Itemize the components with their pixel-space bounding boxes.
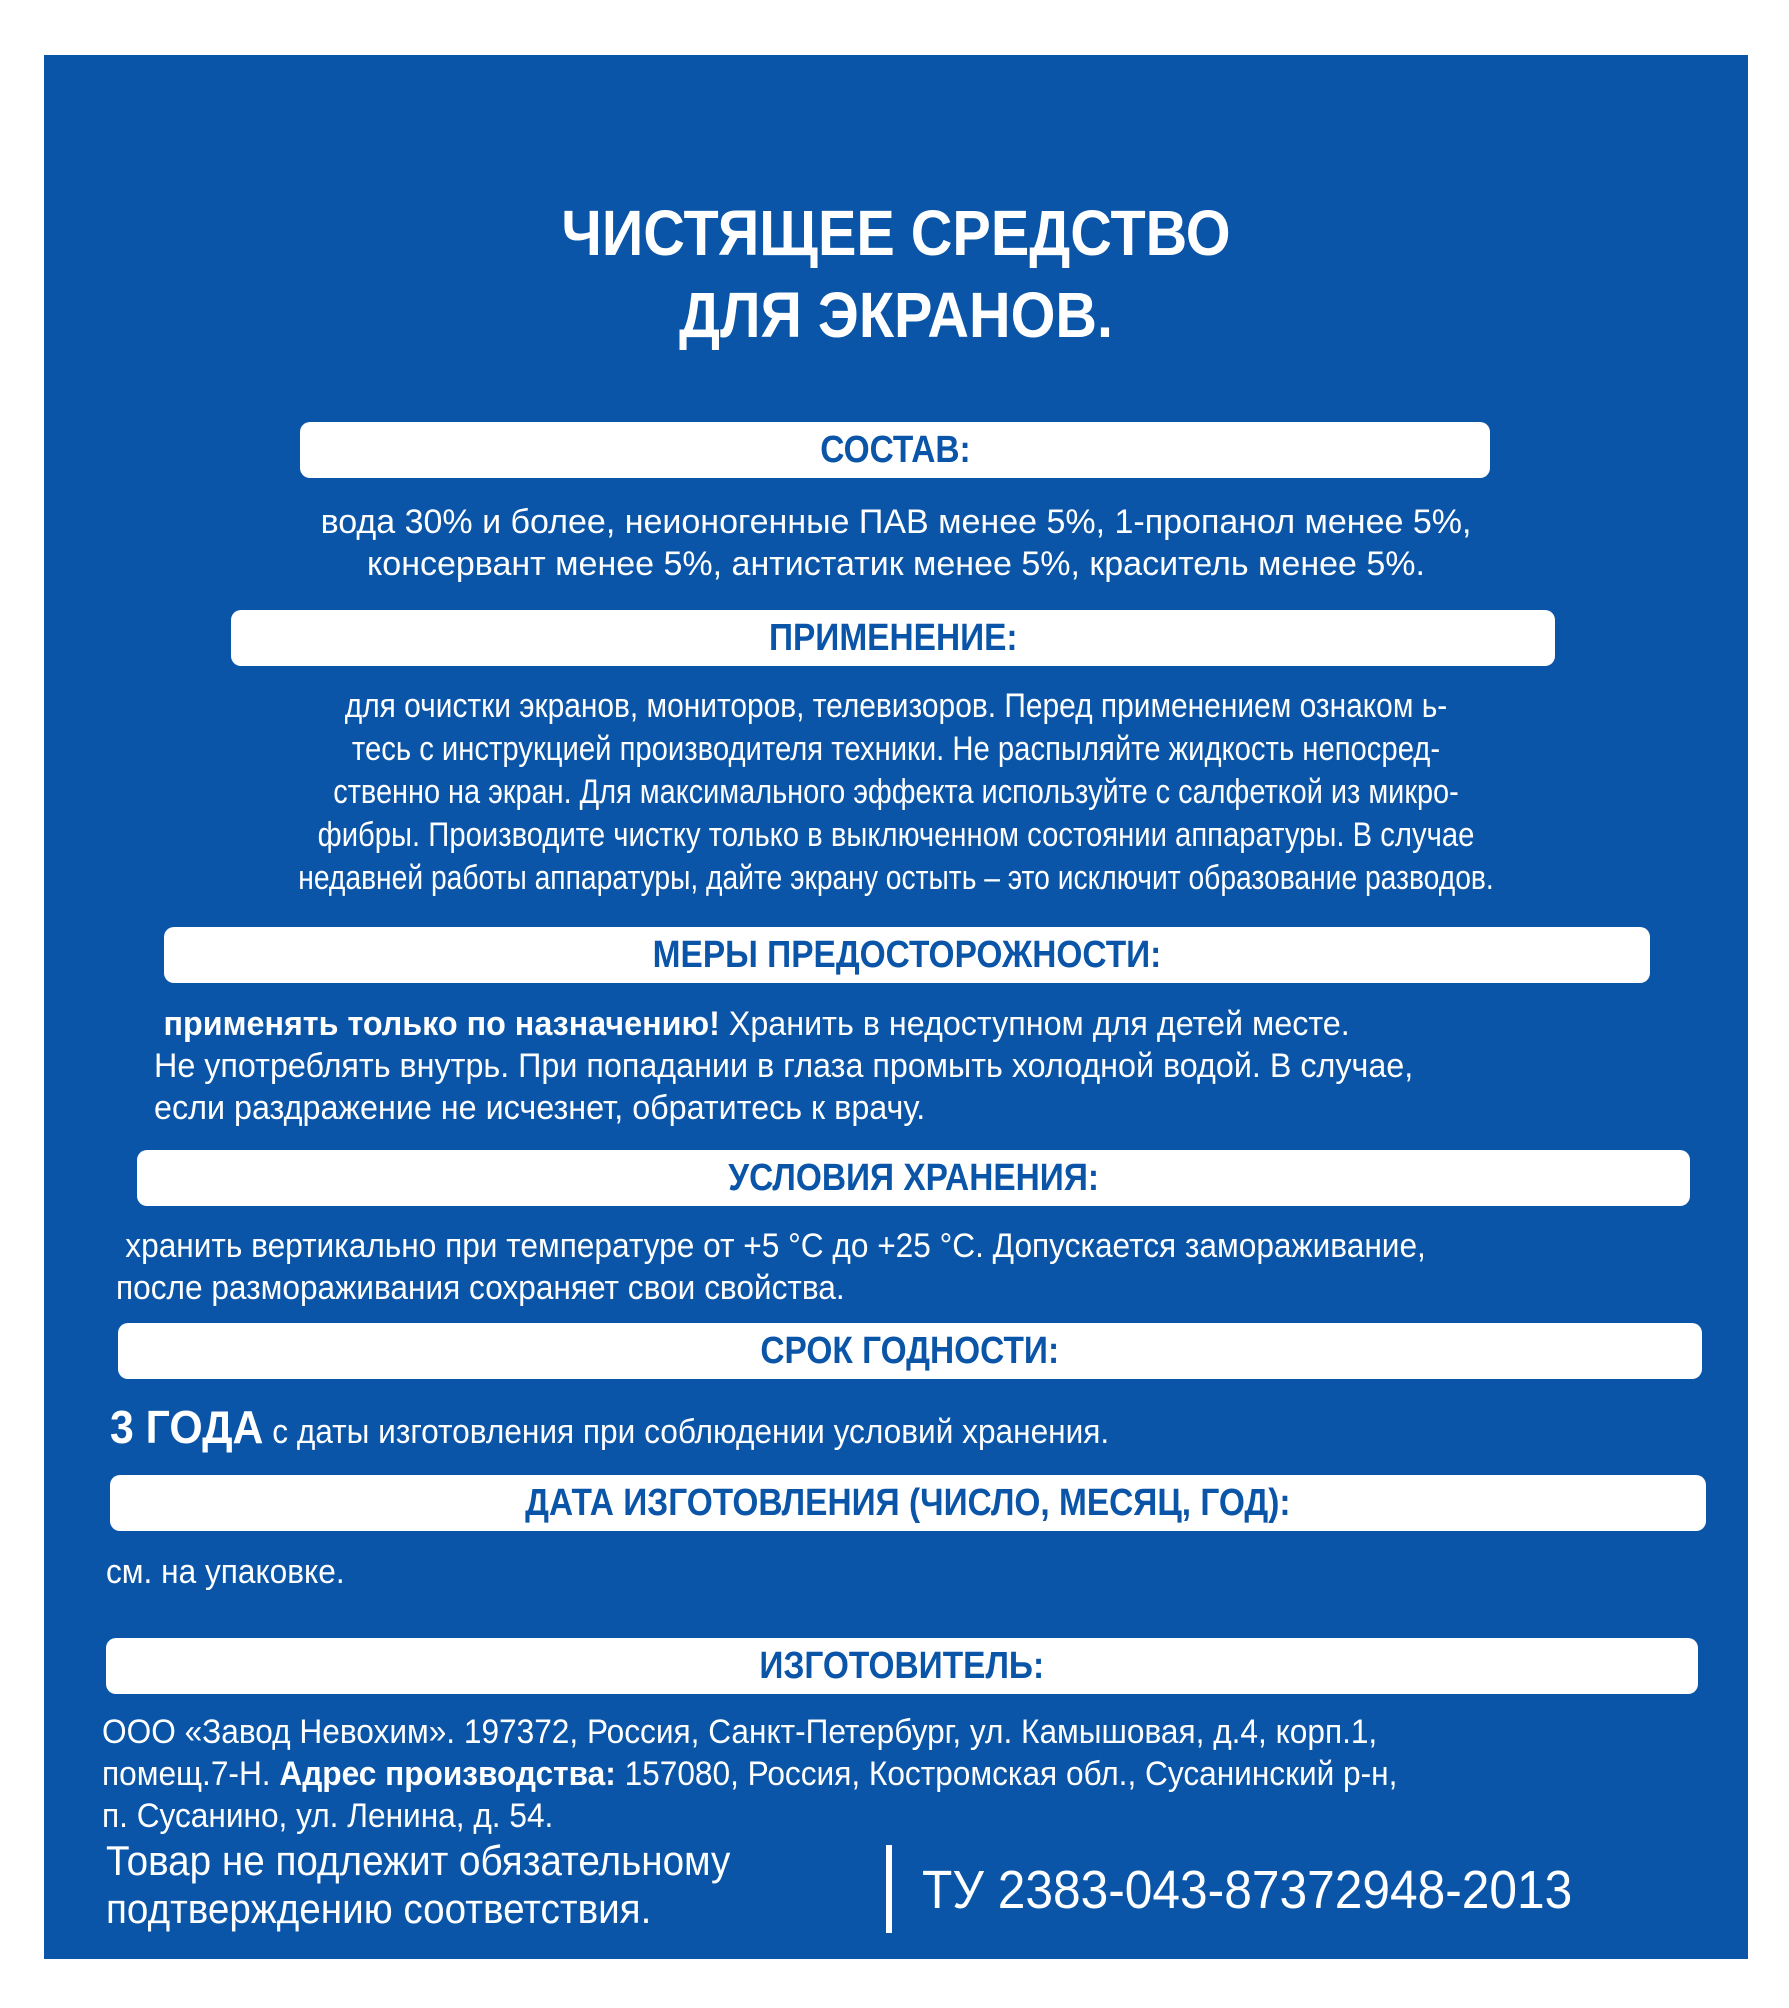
usage-line-5: недавней работы аппаратуры, дайте экрану остыть – это исключит образование разводов.	[298, 859, 1494, 897]
usage-line-3: ственно на экран. Для максимального эффекта используйте с салфеткой из микро-	[333, 773, 1459, 811]
composition-text	[44, 501, 1748, 585]
composition-line-2: консервант менее 5%, антистатик менее 5%, краситель менее 5%.	[367, 545, 1425, 583]
label-panel	[44, 55, 1748, 1959]
manufacturer-heading-bar	[106, 1638, 1698, 1694]
storage-line-2: после размораживания сохраняет свои свойства.	[116, 1269, 845, 1307]
shelf-life-text	[110, 1399, 1109, 1460]
precautions-heading: МЕРЫ ПРЕДОСТОРОЖНОСТИ:	[652, 933, 1162, 976]
title-line-1: ЧИСТЯЩЕЕ СРЕДСТВО	[561, 197, 1231, 269]
manufacture-date-text: см. на упаковке.	[106, 1553, 345, 1591]
manufacturer-line-1: ООО «Завод Невохим». 197372, Россия, Санкт-Петербург, ул. Камышовая, д.4, корп.1,	[102, 1713, 1378, 1751]
shelf-life-years: 3 ГОДА	[110, 1401, 264, 1453]
certification-note	[106, 1837, 730, 1933]
manufacturer-heading: ИЗГОТОВИТЕЛЬ:	[759, 1644, 1045, 1687]
usage-line-2: тесь с инструкцией производителя техники. Не распыляйте жидкость непосред-	[351, 730, 1441, 768]
usage-text	[44, 685, 1748, 900]
manufacturer-line-2	[102, 1753, 1609, 1795]
shelf-life-heading-bar	[118, 1323, 1702, 1379]
usage-heading: ПРИМЕНЕНИЕ:	[768, 616, 1018, 659]
storage-line-1: хранить вертикально при температуре от +5 °С до +25 °С. Допускается замораживание,	[125, 1227, 1426, 1265]
usage-heading-bar	[231, 610, 1555, 666]
storage-text	[116, 1225, 1585, 1309]
title-line-2: ДЛЯ ЭКРАНОВ.	[679, 279, 1113, 351]
manufacturer-line-2-pre: помещ.7-Н.	[102, 1755, 280, 1793]
certification-note-line-1: Товар не подлежит обязательному	[106, 1837, 731, 1884]
precautions-heading-bar	[164, 927, 1650, 983]
precautions-text	[154, 1003, 1579, 1129]
precautions-line-2: Не употреблять внутрь. При попадании в глаза промыть холодной водой. В случае,	[154, 1047, 1414, 1085]
manufacture-date-heading: ДАТА ИЗГОТОВЛЕНИЯ (ЧИСЛО, МЕСЯЦ, ГОД):	[525, 1481, 1291, 1524]
storage-heading: УСЛОВИЯ ХРАНЕНИЯ:	[728, 1156, 1099, 1199]
precautions-line-1	[154, 1003, 1579, 1045]
storage-heading-bar	[137, 1150, 1690, 1206]
technical-standard: ТУ 2383-043-87372948-2013	[922, 1860, 1573, 1920]
manufacturer-line-2-post: 157080, Россия, Костромская обл., Сусанинский р-н,	[615, 1755, 1398, 1793]
manufacturer-text	[102, 1711, 1609, 1837]
usage-line-4: фибры. Производите чистку только в выключенном состоянии аппаратуры. В случае	[317, 816, 1475, 854]
precautions-line-1-rest: Хранить в недоступном для детей месте.	[719, 1005, 1350, 1043]
production-address-label: Адрес производства:	[279, 1755, 616, 1793]
shelf-life-heading: СРОК ГОДНОСТИ:	[760, 1329, 1060, 1372]
composition-heading-bar	[300, 422, 1490, 478]
shelf-life-rest: с даты изготовления при соблюдении условий хранения.	[263, 1413, 1110, 1451]
certification-note-line-2: подтверждению соответствия.	[106, 1885, 652, 1932]
precautions-line-3: если раздражение не исчезнет, обратитесь к врачу.	[154, 1089, 926, 1127]
precautions-bold-lead: применять только по назначению!	[163, 1005, 720, 1043]
usage-line-1: для очистки экранов, мониторов, телевизоров. Перед применением ознаком ь-	[344, 687, 1448, 725]
manufacturer-line-3: п. Сусанино, ул. Ленина, д. 54.	[102, 1797, 554, 1835]
manufacture-date-heading-bar	[110, 1475, 1706, 1531]
composition-heading: СОСТАВ:	[819, 428, 971, 471]
footer-divider	[886, 1845, 892, 1933]
composition-line-1: вода 30% и более, неионогенные ПАВ менее 5%, 1-пропанол менее 5%,	[320, 503, 1472, 541]
